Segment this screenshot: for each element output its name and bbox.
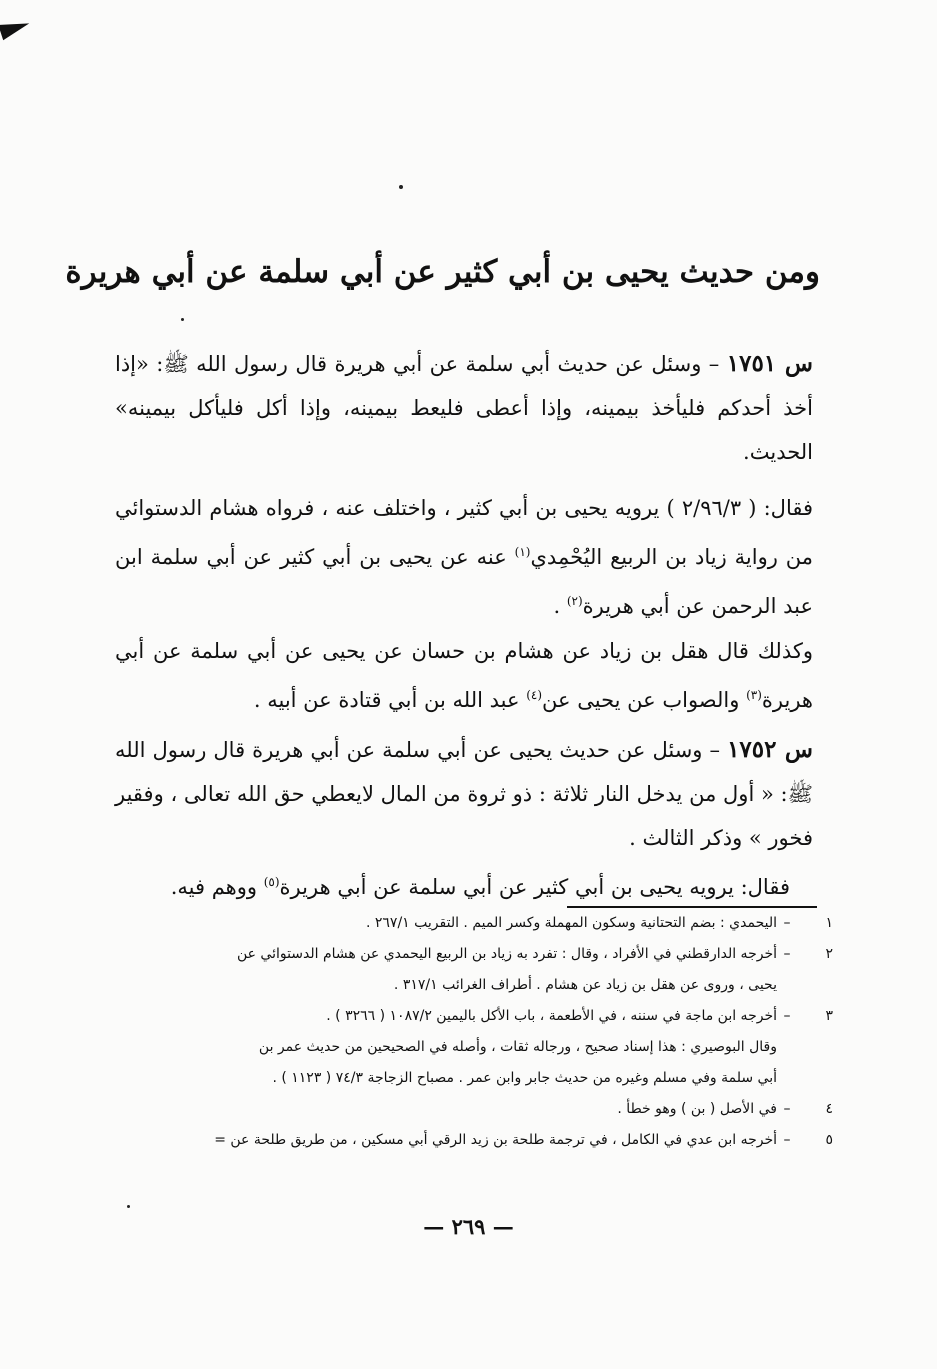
answer-text: فقال: يرويه يحيى بن أبي كثير عن أبي سلمة عن أبي هريرة	[279, 875, 790, 899]
footnote-marker: (٥)	[263, 875, 280, 889]
footnote-dash: –	[783, 946, 791, 962]
footnote-line: أخرجه ابن عدي في الكامل ، في ترجمة طلحة بن زيد الرقي أبي مسكين ، من طريق طلحة عن =	[214, 1132, 777, 1148]
corner-mark	[0, 16, 32, 40]
answer-1751-continued	[115, 629, 813, 722]
footnote-line: في الأصل ( بن ) وهو خطأ .	[617, 1101, 777, 1117]
footnote-marker: (١)	[514, 545, 531, 559]
answer-text: فقال: ( ٢/٩٦/٣ ) يرويه يحيى بن أبي كثير ، واختلف عنه ، فرواه هشام الدستوائي من رواية زياد بن الربيع اليُحْمِدي	[115, 496, 814, 569]
answer-text: عنه عن يحيى بن أبي كثير عن أبي سلمة ابن عبد الرحمن عن أبي هريرة	[115, 545, 813, 618]
question-text: – وسئل عن حديث أبي سلمة عن أبي هريرة قال رسول الله ﷺ: «إذا أخذ أحدكم فليأخذ بيمينه، وإذا أعطى فليعط بيمينه، وإذا أكل فليأكل بيمينه» الحديث.	[115, 352, 813, 464]
answer-text: وكذلك قال هقل بن زياد عن هشام بن حسان عن يحيى عن أبي سلمة عن أبي هريرة	[115, 639, 813, 712]
answer-text: والصواب عن يحيى عن	[542, 688, 747, 712]
footnote-dash: –	[783, 1101, 791, 1117]
footnotes	[105, 908, 833, 1156]
footnote-text	[105, 908, 777, 939]
footnote-text	[105, 1094, 777, 1125]
footnote-number: ٥	[825, 1132, 833, 1148]
ink-speck	[127, 1205, 130, 1208]
answer-text: عبد الله بن أبي قتادة عن أبيه .	[253, 688, 527, 712]
question-text: – وسئل عن حديث يحيى عن أبي سلمة عن أبي هريرة قال رسول الله ﷺ: « أول من يدخل النار ثلاثة : ذو ثروة من المال لايعطي حق الله تعالى ، وفقير فخور » وذكر الثالث .	[115, 738, 813, 850]
footnote-number: ١	[825, 915, 833, 931]
footnote-line: اليحمدي : بضم التحتانية وسكون المهملة وكسر الميم . التقريب ٢٦٧/١ .	[365, 915, 777, 931]
footnote-marker: (٤)	[526, 688, 543, 702]
page-number: — ٢٦٩ —	[423, 1214, 514, 1239]
ink-speck	[181, 318, 184, 321]
footnote-number: ٢	[825, 946, 833, 962]
footnote-line: أخرجه الدارقطني في الأفراد ، وقال : تفرد به زياد بن الربيع اليحمدي عن هشام الدستوائي عن	[236, 946, 777, 962]
footnote-marker: (٣)	[746, 688, 762, 702]
footnote	[105, 1125, 833, 1156]
footnote	[105, 1001, 833, 1094]
footnote-line: أخرجه ابن ماجة في سننه ، في الأطعمة ، باب الأكل باليمين ١٠٨٧/٢ ( ٣٢٦٦ ) .	[326, 1008, 777, 1024]
footnote-number: ٣	[825, 1008, 833, 1024]
answer-text: .	[553, 594, 567, 618]
footnote-text	[105, 1125, 777, 1156]
footnote-dash: –	[783, 1132, 791, 1148]
footnote-dash: –	[783, 915, 791, 931]
answer-text: ووهم فيه.	[170, 875, 264, 899]
answer-1751	[115, 486, 813, 628]
footnote-text	[105, 1001, 777, 1094]
footnote-line: يحيى ، وروى عن هقل بن زياد عن هشام . أطراف الغرائب ٣١٧/١ .	[393, 977, 777, 993]
footnote-marker: (٢)	[566, 594, 583, 608]
answer-1752	[150, 860, 790, 909]
footnote-dash: –	[783, 1008, 791, 1024]
footnote	[105, 939, 833, 1001]
section-title: ومن حديث يحيى بن أبي كثير عن أبي سلمة عن أبي هريرة	[65, 254, 820, 290]
footnote	[105, 1094, 833, 1125]
footnote-number: ٤	[825, 1101, 833, 1117]
question-1752	[115, 728, 813, 860]
question-number: س ١٧٥١	[726, 350, 813, 377]
footnote-text	[105, 939, 777, 1001]
question-number: س ١٧٥٢	[727, 736, 813, 763]
footnote-line: أبي سلمة وفي مسلم وغيره من حديث جابر وابن عمر . مصباح الزجاجة ٧٤/٣ ( ١١٢٣ ) .	[272, 1070, 777, 1086]
footnote-line: وقال البوصيري : هذا إسناد صحيح ، ورجاله ثقات ، وأصله في الصحيحين من حديث عمر بن	[258, 1039, 777, 1055]
question-1751	[115, 342, 813, 474]
ink-speck	[399, 185, 403, 189]
footnote	[105, 908, 833, 939]
